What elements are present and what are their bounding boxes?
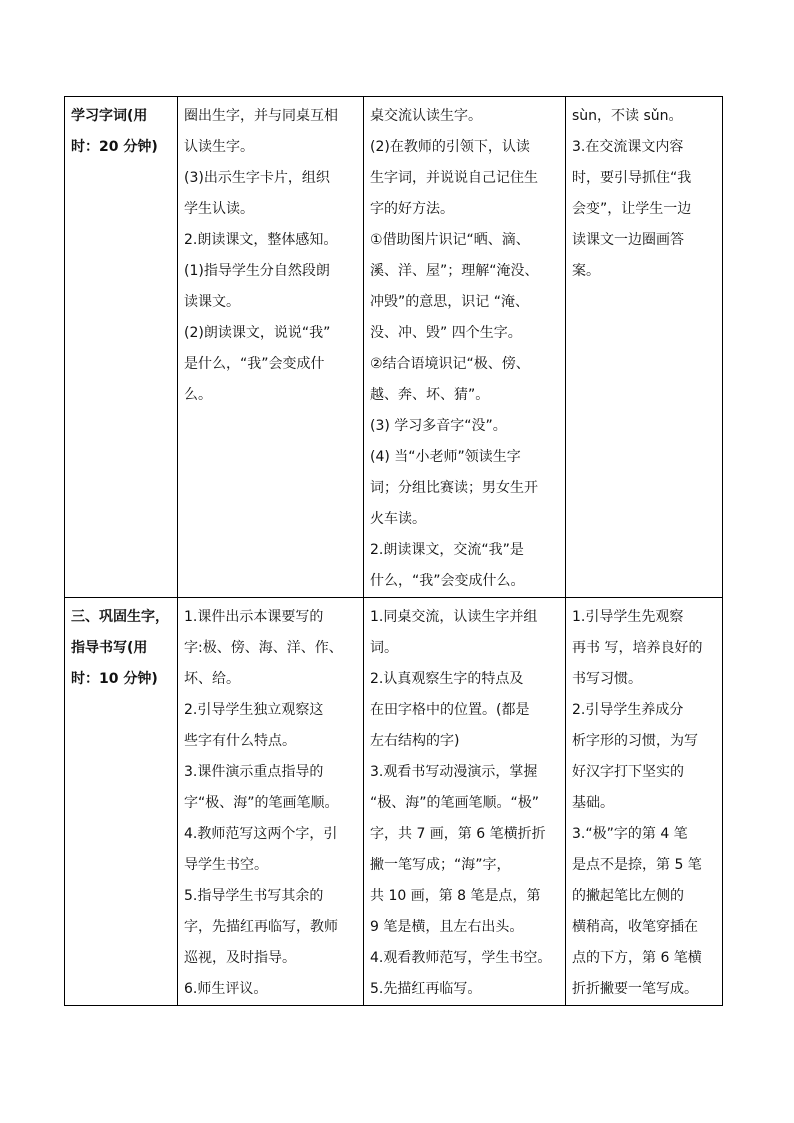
- student-text-line: 2.认真观察生字的特点及: [370, 671, 524, 687]
- teacher-text-line: 字，先描红再临写，教师: [184, 919, 338, 935]
- teacher-text-line: 些字有什么特点。: [184, 733, 296, 749]
- stage-text-line: 三、巩固生字，: [71, 609, 169, 625]
- intent-text-line: 书写习惯。: [572, 671, 642, 687]
- student-text-line: ①借助图片识记“晒、滴、: [370, 232, 530, 248]
- intent-text-line: 会变”，让学生一边: [572, 201, 692, 217]
- teacher-text-line: 字:极、傍、海、洋、作、: [184, 640, 343, 656]
- student-text-line: “极、海”的笔画笔顺。“极”: [370, 795, 540, 811]
- student-text-line: 桌交流认读生字。: [370, 108, 482, 124]
- student-activity-cell: [364, 97, 566, 598]
- teacher-text-line: 2.朗读课文，整体感知。: [184, 232, 338, 248]
- student-text-line: 2.朗读课文，交流“我”是: [370, 542, 524, 558]
- intent-text-line: 的撇起笔比左侧的: [572, 888, 684, 904]
- design-intent-cell: [566, 598, 723, 1006]
- student-text-line: 火车读。: [370, 511, 426, 527]
- intent-text-line: 基础。: [572, 795, 614, 811]
- student-text-line: ②结合语境识记“极、傍、: [370, 356, 530, 372]
- student-text-line: 字，共 7 画，第 6 笔横折折: [370, 826, 546, 842]
- student-text-line: 左右结构的字): [370, 733, 460, 749]
- student-text-line: 越、奔、坏、猜”。: [370, 387, 490, 403]
- teacher-text-line: 是什么，“我”会变成什: [184, 356, 325, 372]
- student-text-line: (4) 当“小老师”领读生字: [370, 449, 521, 465]
- student-text-line: 共 10 画，第 8 笔是点，第: [370, 888, 541, 904]
- student-text-line: 4.观看教师范写，学生书空。: [370, 950, 552, 966]
- student-text-line: 在田字格中的位置。(都是: [370, 702, 530, 718]
- intent-text-line: 1.引导学生先观察: [572, 609, 684, 625]
- intent-text-line: 3.“极”字的第 4 笔: [572, 826, 688, 842]
- stage-text-line: 时：10 分钟): [71, 671, 158, 687]
- student-text-line: 词。: [370, 640, 398, 656]
- student-text-line: 冲毁”的意思，识记 “淹、: [370, 294, 529, 310]
- lesson-plan-table: [64, 96, 723, 1006]
- table-row: [65, 598, 723, 1006]
- intent-text-line: 3.在交流课文内容: [572, 139, 684, 155]
- student-text-line: 5.先描红再临写。: [370, 981, 482, 997]
- teacher-text-line: 2.引导学生独立观察这: [184, 702, 324, 718]
- student-text-line: 生字词，并说说自己记住生: [370, 170, 538, 186]
- intent-text-line: sùn，不读 sǔn。: [572, 108, 683, 124]
- intent-text-line: 是点不是捺，第 5 笔: [572, 857, 702, 873]
- teacher-text-line: 3.课件演示重点指导的: [184, 764, 324, 780]
- teacher-text-line: 巡视，及时指导。: [184, 950, 296, 966]
- student-text-line: 撇一笔写成；“海”字，: [370, 857, 511, 873]
- stage-text-line: 指导书写(用: [71, 640, 148, 656]
- intent-text-line: 点的下方，第 6 笔横: [572, 950, 702, 966]
- teacher-text-line: 认读生字。: [184, 139, 254, 155]
- stage-text-line: 学习字词(用: [71, 108, 148, 124]
- intent-text-line: 时，要引导抓住“我: [572, 170, 692, 186]
- intent-text-line: 好汉字打下坚实的: [572, 764, 684, 780]
- intent-text-line: 再书 写，培养良好的: [572, 640, 703, 656]
- student-text-line: 9 笔是横，且左右出头。: [370, 919, 524, 935]
- student-text-line: (2)在教师的引领下，认读: [370, 139, 530, 155]
- teacher-text-line: (3)出示生字卡片，组织: [184, 170, 330, 186]
- intent-text-line: 横稍高，收笔穿插在: [572, 919, 698, 935]
- intent-text-line: 2.引导学生养成分: [572, 702, 684, 718]
- intent-text-line: 案。: [572, 263, 600, 279]
- teacher-activity-cell: [178, 97, 364, 598]
- intent-text-line: 折折撇要一笔写成。: [572, 981, 698, 997]
- student-text-line: 1.同桌交流，认读生字并组: [370, 609, 538, 625]
- teacher-text-line: 5.指导学生书写其余的: [184, 888, 324, 904]
- stage-cell: [65, 97, 178, 598]
- student-text-line: 词；分组比赛读；男女生开: [370, 480, 538, 496]
- teacher-text-line: 导学生书空。: [184, 857, 268, 873]
- student-activity-cell: [364, 598, 566, 1006]
- intent-text-line: 析字形的习惯，为写: [572, 733, 698, 749]
- student-text-line: 溪、洋、屋”；理解“淹没、: [370, 263, 539, 279]
- student-text-line: 字的好方法。: [370, 201, 454, 217]
- intent-text-line: 读课文一边圈画答: [572, 232, 684, 248]
- teacher-text-line: 字“极、海”的笔画笔顺。: [184, 795, 339, 811]
- teacher-text-line: 1.课件出示本课要写的: [184, 609, 324, 625]
- teacher-text-line: (2)朗读课文，说说“我”: [184, 325, 331, 341]
- student-text-line: 3.观看书写动漫演示，掌握: [370, 764, 538, 780]
- student-text-line: 什么，“我”会变成什么。: [370, 573, 525, 589]
- stage-text-line: 时：20 分钟): [71, 139, 158, 155]
- student-text-line: 没、冲、毁” 四个生字。: [370, 325, 522, 341]
- teacher-text-line: 么。: [184, 387, 212, 403]
- teacher-text-line: 读课文。: [184, 294, 240, 310]
- teacher-text-line: (1)指导学生分自然段朗: [184, 263, 330, 279]
- lesson-plan-body: [65, 97, 723, 1006]
- teacher-text-line: 坏、给。: [184, 671, 240, 687]
- student-text-line: (3) 学习多音字“没”。: [370, 418, 507, 434]
- table-row: [65, 97, 723, 598]
- stage-cell: [65, 598, 178, 1006]
- design-intent-cell: [566, 97, 723, 598]
- teacher-text-line: 学生认读。: [184, 201, 254, 217]
- teacher-text-line: 4.教师范写这两个字，引: [184, 826, 338, 842]
- teacher-text-line: 6.师生评议。: [184, 981, 268, 997]
- teacher-text-line: 圈出生字，并与同桌互相: [184, 108, 338, 124]
- teacher-activity-cell: [178, 598, 364, 1006]
